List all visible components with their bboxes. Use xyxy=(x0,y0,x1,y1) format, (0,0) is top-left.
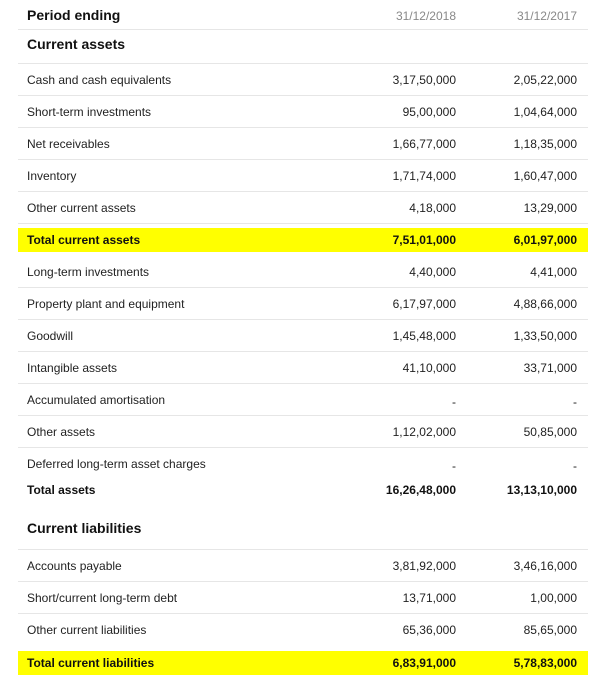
row-label: Total assets xyxy=(27,483,96,497)
total-current-assets-row xyxy=(18,228,588,252)
row-label: Accounts payable xyxy=(27,559,122,573)
value-2017: 33,71,000 xyxy=(523,361,577,375)
value-2017: 1,60,47,000 xyxy=(513,169,577,183)
row-label: Deferred long-term asset charges xyxy=(27,457,206,471)
table-row xyxy=(18,550,588,582)
value-2017: 4,41,000 xyxy=(530,265,577,279)
table-row xyxy=(18,96,588,128)
section-heading: Current liabilities xyxy=(27,520,142,536)
value-2018: 1,45,48,000 xyxy=(392,329,456,343)
value-2018: 3,17,50,000 xyxy=(392,73,456,87)
value-2018: - xyxy=(452,459,456,473)
value-2017: - xyxy=(573,459,577,473)
section-current-liabilities xyxy=(18,504,588,550)
value-2017: 1,33,50,000 xyxy=(513,329,577,343)
section-heading: Current assets xyxy=(27,36,126,52)
column-header-2018: 31/12/2018 xyxy=(395,9,456,23)
value-2017: 85,65,000 xyxy=(523,623,577,637)
period-ending-heading: Period ending xyxy=(27,7,121,23)
row-label: Short-term investments xyxy=(27,105,152,119)
column-header-2017: 31/12/2017 xyxy=(516,9,577,23)
value-2017: 13,13,10,000 xyxy=(506,483,577,497)
value-2018: 6,83,91,000 xyxy=(392,656,456,670)
value-2017: 1,04,64,000 xyxy=(513,105,577,119)
row-label: Net receivables xyxy=(27,137,110,151)
value-2018: 16,26,48,000 xyxy=(385,483,456,497)
row-label: Inventory xyxy=(27,169,77,183)
value-2017: 5,78,83,000 xyxy=(513,656,577,670)
table-row xyxy=(18,582,588,614)
row-label: Cash and cash equivalents xyxy=(27,73,172,87)
row-label: Goodwill xyxy=(27,329,74,343)
table-row xyxy=(18,384,588,416)
value-2017: 3,46,16,000 xyxy=(513,559,577,573)
total-current-liabilities-row xyxy=(18,651,588,675)
section-current-assets xyxy=(18,30,588,64)
row-label: Accumulated amortisation xyxy=(27,393,166,407)
value-2018: 1,12,02,000 xyxy=(392,425,456,439)
row-label: Other assets xyxy=(27,425,96,439)
value-2018: 7,51,01,000 xyxy=(392,233,456,247)
total-assets-row xyxy=(18,476,588,504)
value-2018: 41,10,000 xyxy=(402,361,456,375)
table-row xyxy=(18,614,588,646)
value-2018: 4,18,000 xyxy=(409,201,456,215)
value-2018: 4,40,000 xyxy=(409,265,456,279)
value-2017: 13,29,000 xyxy=(523,201,577,215)
value-2018: 65,36,000 xyxy=(402,623,456,637)
value-2017: 6,01,97,000 xyxy=(513,233,577,247)
table-row xyxy=(18,256,588,288)
row-label: Property plant and equipment xyxy=(27,297,185,311)
row-label: Total current liabilities xyxy=(27,656,155,670)
row-label: Other current liabilities xyxy=(27,623,147,637)
value-2017: - xyxy=(573,395,577,409)
row-label: Short/current long-term debt xyxy=(27,591,178,605)
value-2017: 1,00,000 xyxy=(530,591,577,605)
table-row xyxy=(18,128,588,160)
value-2017: 1,18,35,000 xyxy=(513,137,577,151)
table-row xyxy=(18,320,588,352)
divider xyxy=(18,223,588,224)
table-row xyxy=(18,288,588,320)
row-label: Other current assets xyxy=(27,201,136,215)
table-row xyxy=(18,416,588,448)
table-row xyxy=(18,160,588,192)
value-2018: 6,17,97,000 xyxy=(392,297,456,311)
table-row xyxy=(18,192,588,224)
value-2018: 3,81,92,000 xyxy=(392,559,456,573)
value-2018: - xyxy=(452,395,456,409)
value-2018: 13,71,000 xyxy=(402,591,456,605)
table-row xyxy=(18,352,588,384)
row-label: Intangible assets xyxy=(27,361,118,375)
table-row xyxy=(18,448,588,476)
value-2017: 50,85,000 xyxy=(523,425,577,439)
value-2018: 1,71,74,000 xyxy=(392,169,456,183)
value-2018: 1,66,77,000 xyxy=(392,137,456,151)
value-2017: 4,88,66,000 xyxy=(513,297,577,311)
value-2017: 2,05,22,000 xyxy=(513,73,577,87)
row-label: Total current assets xyxy=(27,233,141,247)
header-row xyxy=(18,0,588,30)
table-row xyxy=(18,64,588,96)
row-label: Long-term investments xyxy=(27,265,150,279)
value-2018: 95,00,000 xyxy=(402,105,456,119)
